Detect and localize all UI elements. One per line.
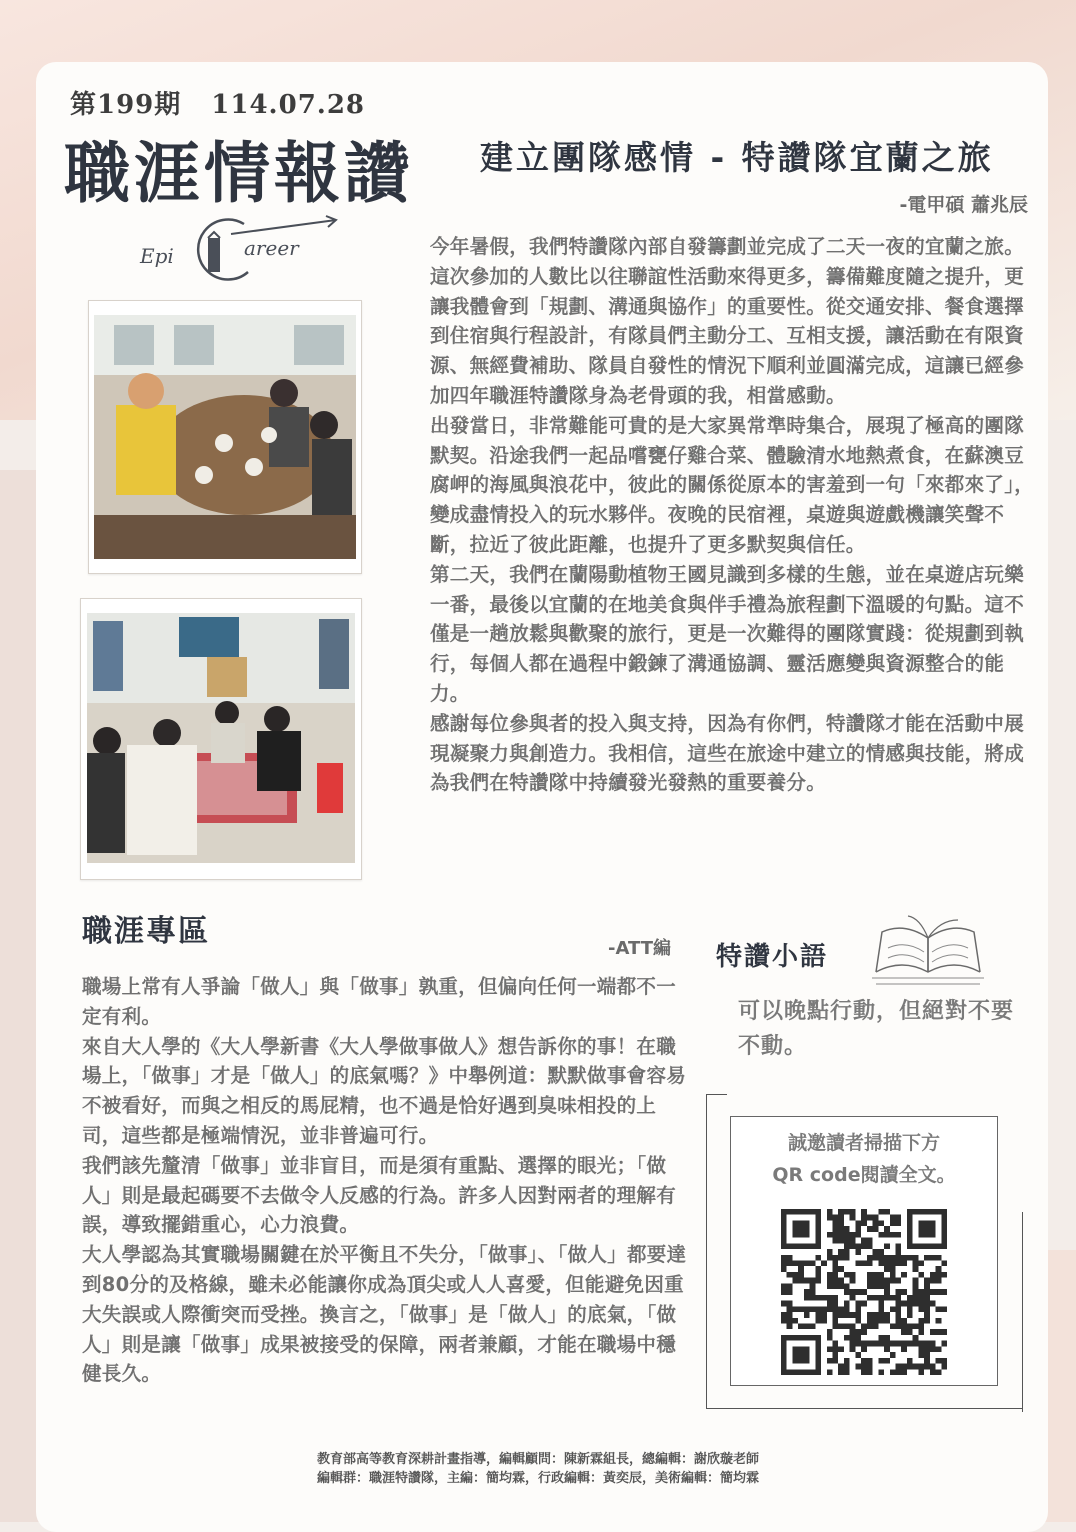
qr-caption-line1: 誠邀讀者掃描下方 <box>787 1132 940 1154</box>
tip-text: 可以晚點行動，但絕對不要不動。 <box>738 999 1015 1059</box>
open-book-icon <box>868 912 988 992</box>
article-title: 建立團隊感情 - 特讚隊宜蘭之旅 <box>480 138 994 177</box>
article-paragraph: 第二天，我們在蘭陽動植物王國見識到多樣的生態，並在桌遊店玩樂一番，最後以宜蘭的在地美食與伴手禮為旅程劃下溫暖的句點。這不僅是一趟放鬆與歡聚的旅行，更是一次難得的團隊實踐：從規劃到執行，每個人都在過程中鍛鍊了溝通協調、靈活應變與資源整合的能力。 <box>430 562 1025 705</box>
article-paragraph: 出發當日，非常難能可貴的是大家異常準時集合，展現了極高的團隊默契。沿途我們一起品嚐甕仔雞合菜、體驗清水地熱煮食，在蘇澳豆腐岬的海風與浪花中，彼此的關係從原本的害羞到一句「來都來了」，變成盡情投入的玩水夥伴。夜晚的民宿裡，桌遊與遊戲機讓笑聲不斷，拉近了彼此距離，也提升了更多默契與信任。 <box>430 413 1035 556</box>
article-byline: -電甲碩 蕭兆辰 <box>899 194 1028 216</box>
career-paragraph: 大人學認為其實職場關鍵在於平衡且不失分，「做事」、「做人」都要達到80分的及格線，雖未必能讓你成為頂尖或人人喜愛，但能避免因重大失誤或人際衝突而受挫。換言之，「做事」是「做人」的底氣，「做人」則是讓「做事」成果被接受的保障，兩者兼顧，才能在職場中穩健長久。 <box>82 1243 687 1386</box>
epicareer-logo <box>140 210 340 290</box>
photo-board-game-cafe <box>80 598 362 880</box>
article-paragraph: 感謝每位參與者的投入與支持，因為有你們，特讚隊才能在活動中展現凝聚力與創造力。我相信，這些在旅途中建立的情感與技能，將成為我們在特讚隊中持續發光發熱的重要養分。 <box>430 711 1025 795</box>
career-editor: -ATT編 <box>608 938 671 959</box>
article-paragraph: 今年暑假，我們特讚隊內部自發籌劃並完成了二天一夜的宜蘭之旅。這次參加的人數比以往聯誼性活動來得更多，籌備難度隨之提升，更讓我體會到「規劃、溝通與協作」的重要性。從交通安排、餐食選擇到住宿與行程設計，有隊員們主動分工、互相支援，讓活動在有限資源、無經費補助、隊員自發性的情況下順利並圓滿完成，這讓已經參加四年職涯特讚隊身為老骨頭的我，相當感動。 <box>430 235 1025 407</box>
logo-text-areer: areer <box>244 236 299 260</box>
article-body <box>430 232 1038 798</box>
career-paragraph: 我們該先釐清「做事」並非盲目，而是須有重點、選擇的眼光；「做人」則是最起碼要不去做令人反感的行為。許多人因對兩者的理解有誤，導致擺錯重心，心力浪費。 <box>82 1153 677 1237</box>
issue-info <box>70 84 395 121</box>
issue-date: 114.07.28 <box>211 90 366 120</box>
qr-code-icon[interactable] <box>781 1209 947 1375</box>
career-body <box>82 972 690 1389</box>
photo-team-dinner <box>88 300 362 574</box>
tip-heading: 特讚小語 <box>716 942 829 972</box>
qr-card <box>730 1116 998 1386</box>
career-paragraph: 來自大人學的《大人學新書《大人學做事做人》想告訴你的事！在職場上，「做事」才是「做人」的底氣嗎？》中舉例道：默默做事會容易不被看好，而與之相反的馬屁精，也不過是恰好遇到臭味相投的上司，這些都是極端情況，並非普遍可行。 <box>82 1034 687 1147</box>
qr-caption-line2: QR code閱讀全文。 <box>772 1164 956 1186</box>
issue-number: 第199期 <box>70 90 182 120</box>
career-paragraph: 職場上常有人爭論「做人」與「做事」孰重，但偏向任何一端都不一定有利。 <box>82 975 677 1028</box>
masthead-title: 職涯情報讚 <box>64 135 414 212</box>
footer-line1: 教育部高等教育深耕計畫指導，編輯顧問：陳新霖組長，總編輯：謝欣璇老師 <box>316 1452 759 1467</box>
career-section-heading: 職涯專區 <box>82 914 210 949</box>
footer-line2: 編輯群：職涯特讚隊，主編：簡均霖，行政編輯：黃奕辰，美術編輯：簡均霖 <box>316 1471 759 1486</box>
footer-credits <box>0 1450 1076 1488</box>
logo-text-epi: Epi <box>140 244 174 268</box>
qr-caption <box>731 1127 997 1191</box>
